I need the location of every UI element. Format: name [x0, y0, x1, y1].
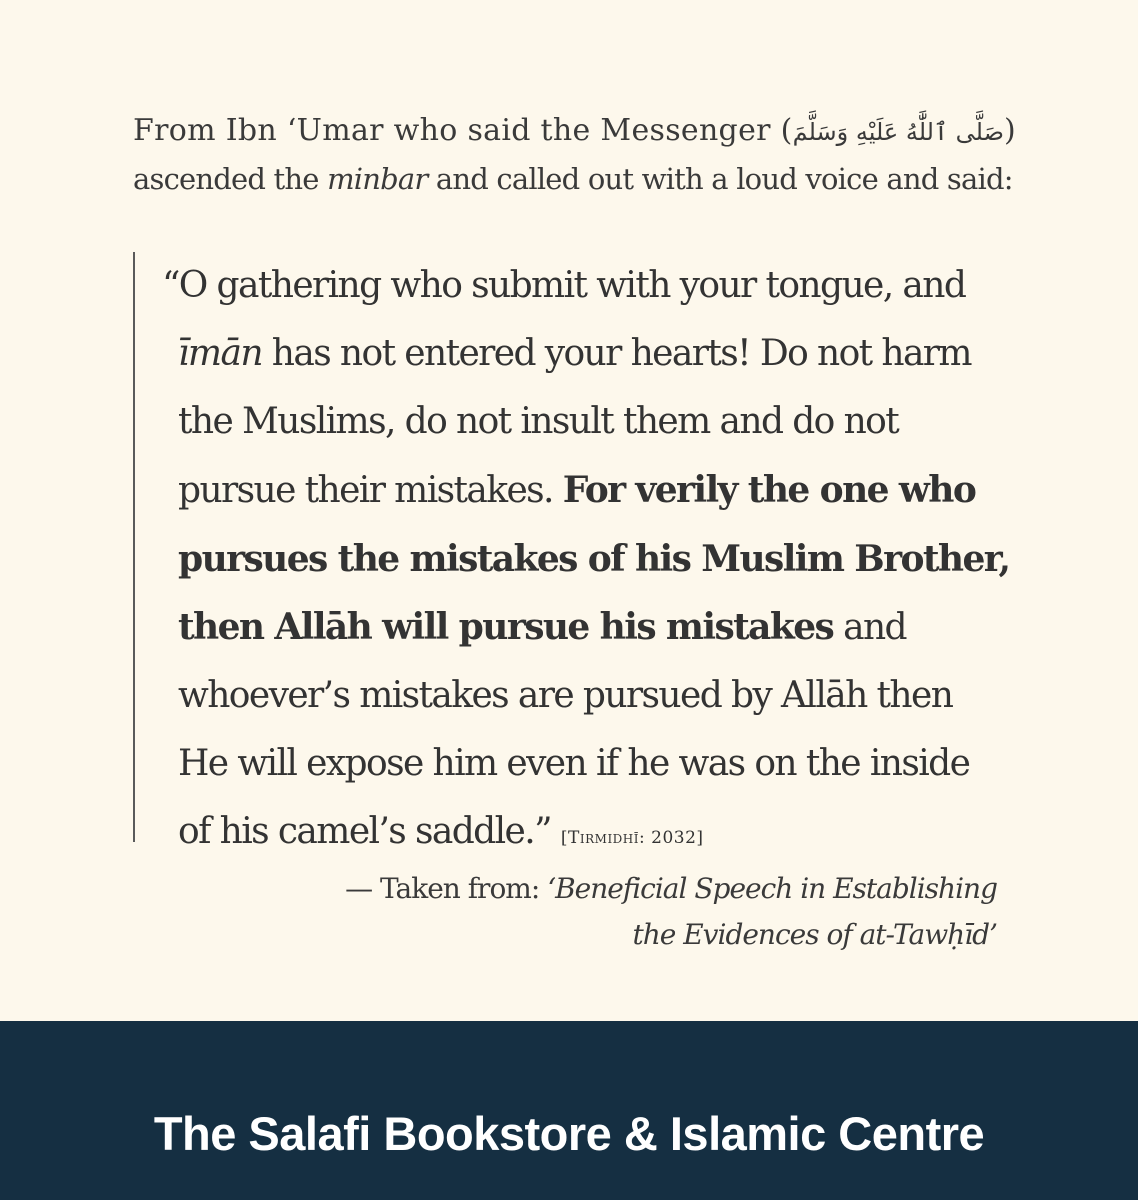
intro-line-1-text: From Ibn ‘Umar who said the Messenger (	[133, 113, 793, 148]
quote-line: the Muslims, do not insult them and do not	[178, 401, 899, 442]
quote-line-plain: pursue their mistakes.	[178, 470, 563, 511]
quote-line-emphasis: For verily the one who	[562, 469, 976, 511]
quote-line-emphasis: then Allāh will pursue his mistakes	[178, 606, 834, 648]
quote-line: whoever’s mistakes are pursued by Allāh then	[178, 675, 953, 716]
intro-line-1	[133, 112, 1033, 151]
intro-line-2	[133, 160, 1033, 198]
quote-line	[178, 798, 1018, 872]
intro-line-1-close: )	[1004, 113, 1017, 148]
minbar-term: minbar	[327, 162, 428, 196]
quote-line	[178, 593, 1018, 662]
quote-line	[178, 320, 1018, 388]
quote-line-rest: has not entered your hearts! Do not harm	[261, 333, 971, 374]
quote-rule	[133, 252, 135, 842]
hadith-citation: [Tirmidhī: 2032]	[560, 828, 704, 848]
iman-term: īmān	[178, 333, 262, 374]
footer-banner	[0, 1021, 1138, 1200]
source-line-1	[345, 866, 997, 912]
intro-line-2-end: and called out with a loud voice and said:	[427, 162, 1013, 196]
quote-line: He will expose him even if he was on the inside	[178, 743, 970, 784]
book-title-line-1: ‘Beneficial Speech in Establishing	[547, 872, 997, 905]
quote-line	[178, 456, 1018, 525]
quote-line-rest: and	[833, 607, 906, 648]
quote-line: “O gathering who submit with your tongue, and	[162, 265, 966, 306]
quote-text	[162, 252, 1018, 872]
quote-line-text: of his camel’s saddle.”	[178, 811, 551, 852]
source-prefix: — Taken from:	[345, 872, 548, 905]
intro-text	[133, 112, 1033, 198]
quote-line-emphasis: pursues the mistakes of his Muslim Brother,	[178, 538, 1010, 580]
organization-name: The Salafi Bookstore & Islamic Centre	[153, 1107, 985, 1160]
source-attribution	[345, 866, 997, 958]
book-title-line-2: the Evidences of at-Tawḥīd’	[632, 918, 997, 951]
honorific-arabic: صَلَّى ٱللَّٰهُ عَلَيْهِ وَسَلَّمَ	[792, 118, 1005, 146]
hadith-quote	[133, 252, 1033, 852]
intro-line-2-start: ascended the	[133, 162, 328, 196]
